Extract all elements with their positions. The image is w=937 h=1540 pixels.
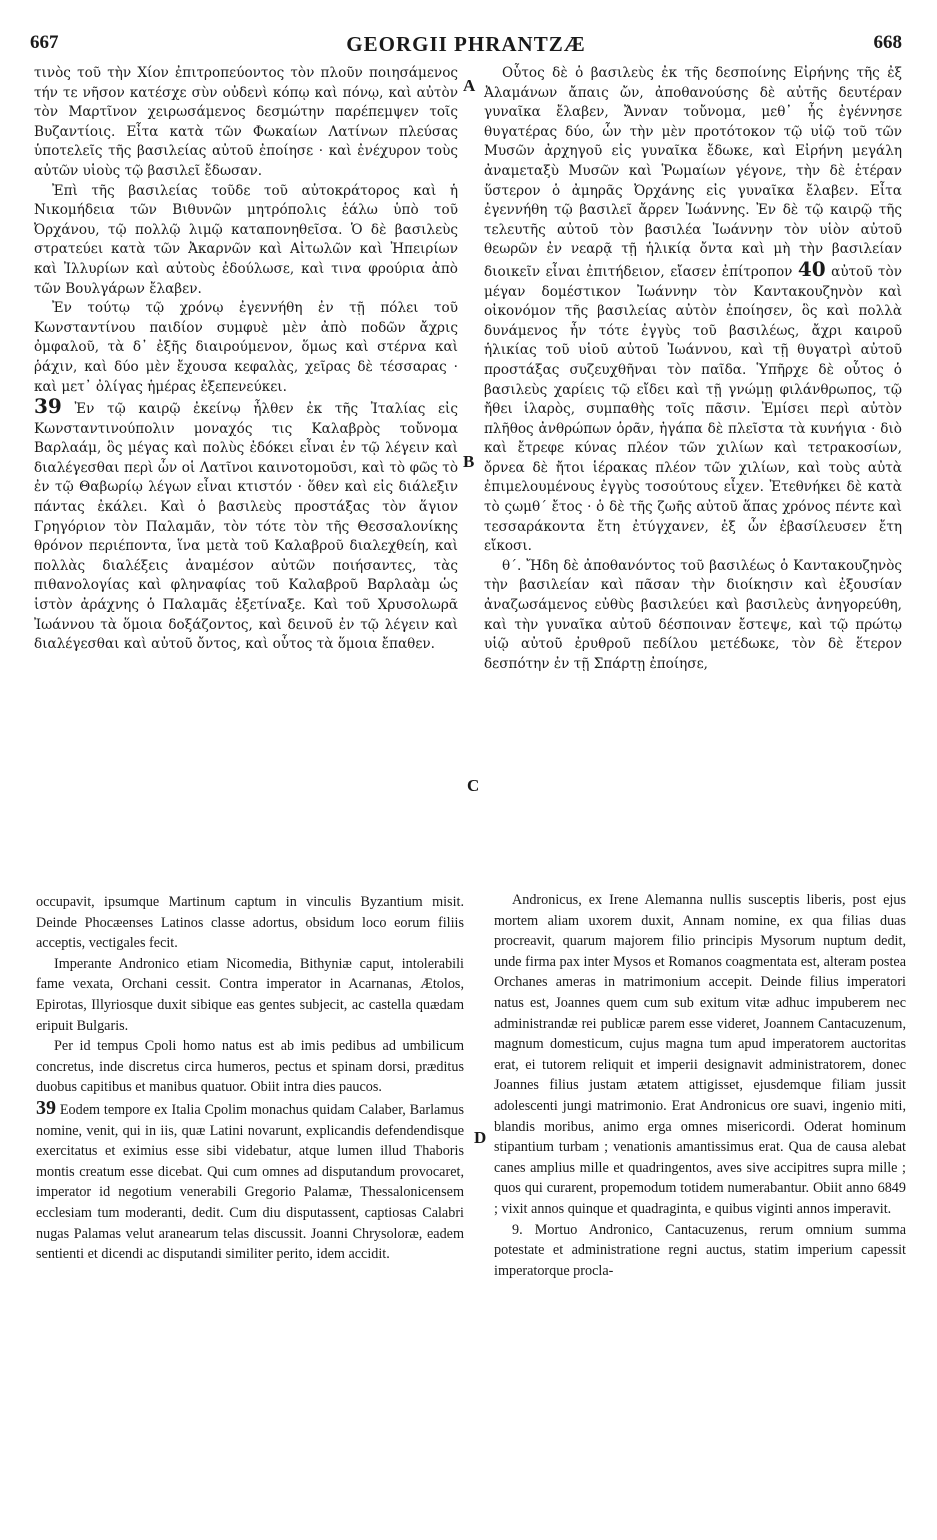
- greek-left-paragraph-4: Ἐν τῷ καιρῷ ἐκείνῳ ἦλθεν ἐκ τῆς Ἰταλίας εἰς Κωνσταντινούπολιν μοναχός τις Καλαβρὸς τοὔνομα Βαρλαάμ, ὃς μέγας καὶ πολὺς ἐδόκει εἶναι ἐν τῷ λέγειν καὶ διαλέγεσθαι περὶ ὧν οἱ Λατῖνοι καινοτομοῦσι, καὶ τὸ φῶς τὸ ἐν τῷ Θαβωρίῳ λέγων εἶναι κτιστόν · ὅθεν καὶ εἰς διάλεξιν πάντας ἐκάλει. Καὶ ὁ βασιλεὺς προστάξας τὸν ἅγιον Γρηγόριον τὸν Παλαμᾶν, τὸν τότε τὸν τῆς Θεσσαλονίκης θρόνον περιέποντα, ἵνα μετὰ τοῦ Καλαβροῦ διαλεχθείη, καὶ πολλὰς διαλέξεις ἀναμέσον αὐτῶν ποιήσαντες, τὰς πιθανολογίας καὶ φληναφίας τοῦ Καλαβροῦ Βαρλαὰμ ὡς ἱστὸν ἀράχνης ὁ Παλαμᾶς ἐξετίναξε. Καὶ τοῦ Χρυσολωρᾶ Ἰωάννου τὰ ὅμοια δοξάζοντος, καὶ δεινοῦ ἐν τῷ λέγειν καὶ διαλέγεσθαι καὶ αὐτοῦ ὄντος, καὶ οὗτος τὰ ὅμοια ἔπαθεν.: [34, 401, 458, 653]
- running-header: [30, 32, 902, 62]
- latin-left-paragraph-1: occupavit, ipsumque Martinum captum in vinculis Byzantium misit. Deinde Phocæenses Latinos classe adortus, obsidum loco eorum filiis acceptis, vectigales fecit.: [36, 894, 464, 952]
- margin-letter-a: A: [463, 76, 476, 95]
- running-title: GEORGII PHRANTZÆ: [346, 32, 586, 56]
- latin-left-paragraph-4: Eodem tempore ex Italia Cpolim monachus quidam Calaber, Barlamus nomine, venit, qui in iis, quæ Latini novarunt, explicandis defendendisque exercitatus et eximius esse sibi videbatur, atque lumen illud Thaboris montis creatum esse dicebat. Qui cum omnes ad disputandum provocaret, imperator id negotium venerabili Gregorio Palamæ, Thessalonicensem ecclesiam tum moderanti, dedit. Cum diu disputassent, captiosas Calabri nugas Palamas velut aranearum telas discussit. Joanni Chrysoloræ, eadem sentienti et dicendi ac disputandi similiter perito, idem accidit.: [36, 1101, 465, 1263]
- section-number-40-greek: 40: [797, 256, 826, 281]
- greek-right-paragraph-1b: αὐτοῦ τὸν μέγαν δομέστικον Ἰωάννην τὸν Καντακουζηνὸν καὶ οἰκονόμον τῆς βασιλείας αὐτὸν ἐποίησεν, ὃς καὶ πολλὰ δυνάμενος ἦν τότε ἐγγὺς τοῦ βασιλέως, ἄχρι καιροῦ ἡλικίας τοῦ υἱοῦ αὐτοῦ Ἰωάννου, καὶ τῇ θυγατρὶ αὐτοῦ προστάξας συζευχθῆναι τὸν παῖδα. Ὑπῆρχε δὲ οὗτος ὁ βασιλεὺς χαρίεις τῷ εἴδει καὶ τῇ γνώμῃ φιλάνθρωπος, τῷ ἤθει ἱλαρὸς, συμπαθὴς τοῖς πᾶσιν. Ἐμίσει περὶ αὐτὸν πλῆθος ἀνθρώπων ὁρᾶν, ἠγάπα δὲ πλεῖστα τὰ κυνήγια · διὸ καὶ ἔτρεφε κύνας πλέον τῶν χιλίων καὶ τετρακοσίων, ὄρνεα δὲ ἤτοι ἱέρακας πλέον τῶν χιλίων, καὶ τοὺς αὐτὰ ἐπιμελουμένους ἐγγὺς τοσούτους εἶχεν. Ἐτεθνήκει δὲ κατὰ τὸ ςωμθ´ ἔτος · ὁ δὲ τῆς ζωῆς αὐτοῦ ἅπας χρόνος πέντε καὶ τεσσαράκοντα ἔτη ἐτύγχανεν, ἐξ ὧν ἐβασίλευσεν ἔτη εἴκοσι.: [484, 263, 902, 555]
- page-number-right: 668: [873, 32, 902, 53]
- latin-right-paragraph-1: Andronicus, ex Irene Alemanna nullis susceptis liberis, post ejus mortem aliam uxorem duxit, Annam nomine, ex qua filias duas procreavit, quarum majorem filio principis Mysorum nuptum dedit, unde firma pax inter Mysos et Romanos coagmentata est, alteram postea Orchanes ameras in matrimonium accepit. Deinde filius imperatori natus est, Joannes quem cum sub exitum vitæ adhuc impuberem nec administrandæ rei publicæ parem esse videret, Joannem Cantacuzenum, magnum domesticum, cujus magna tum apud imperatorem auctoritas erat, ei tutorem reliquit et imperii designavit administratorem, donec Joannes filius justam ætatem attigisset, ejusdemque filiam jussit adolescenti jungi matrimonio. Erat Andronicus ore suavi, ingenio miti, blandis moribus, animo erga omnes misericordi. Oderat hominum stipantium turbam ; venationis amantissimus erat. Qua de causa alebat canes amplius mille et quadringentos, aves sive accipitres supra mille ; quos qui curarent, propemodum totidem numerabantur. Obiit anno 6849 ; vixit annos quinque et quadraginta, e quibus viginti annos imperavit.: [494, 892, 906, 1217]
- greek-right-paragraph-1: Οὗτος δὲ ὁ βασιλεὺς ἐκ τῆς δεσποίνης Εἰρήνης τῆς ἐξ Ἀλαμάνων ἄπαις ὤν, ἀποθανούσης δὲ αὐτῆς δευτέραν γυναῖκα ἔλαβεν, Ἄνναν τοὔνομα, μεθ᾽ ἧς ἐγέννησε θυγατέρας δύο, ὧν τὴν μὲν προτότοκον τῷ υἱῷ τοῦ τῶν Μυσῶν ἀρχηγοῦ εἰς γυναῖκα ἔδωκε, καὶ Εἰρήνη μεγάλη ἀναμεταξὺ Μυσῶν καὶ Ῥωμαίων γέγονε, τὴν δὲ ἑτέραν ὕστερον ὁ ἀμηρᾶς Ὀρχάνης εἰς γυναῖκα ἔλαβεν. Εἶτα ἐγεννήθη τῷ βασιλεῖ ἄρρεν Ἰωάννης. Ἐν δὲ τῷ καιρῷ τῆς τελευτῆς αὐτοῦ τὸν βασιλέα Ἰωάννην τὸν υἱὸν αὐτοῦ θεωρῶν ἐν νεαρᾷ τῇ ἡλικίᾳ ὄντα καὶ μὴ τὴν βασιλείαν διοικεῖν εἶναι ἐπιτήδειον, εἴασεν ἐπίτροπον: [484, 65, 902, 280]
- latin-column-right: [494, 890, 906, 1281]
- section-number-39-latin: 39: [36, 1096, 56, 1119]
- greek-right-paragraph-2: θ´. Ἤδη δὲ ἀποθανόντος τοῦ βασιλέως ὁ Καντακουζηνὸς τὴν βασιλείαν καὶ πᾶσαν τὴν διοίκησιν καὶ ἐξουσίαν ἀναζωσάμενος εὐθὺς βασιλεύει καὶ βασιλεὺς ἀνηγορεύθη, καὶ τὴν γυναῖκα αὐτοῦ δέσποιναν ἔστεψε, καὶ τῷ πρώτῳ υἱῷ αὐτοῦ ἐρυθροῦ πεδίλου μετέδωκε, τὸν δὲ ἕτερον δεσπότην ἐν τῇ Σπάρτῃ ἐποίησε,: [484, 557, 902, 672]
- latin-right-paragraph-2: 9. Mortuo Andronico, Cantacuzenus, rerum omnium summa potestate et administratione regni auctus, statim imperium capessit imperatorque procla-: [494, 1221, 906, 1279]
- margin-letter-b: B: [463, 452, 475, 471]
- latin-column-left: [36, 892, 464, 1265]
- page-number-left: 667: [30, 32, 59, 53]
- greek-column-left: [34, 64, 458, 655]
- greek-left-paragraph-3: Ἐν τούτῳ τῷ χρόνῳ ἐγεννήθη ἐν τῇ πόλει τοῦ Κωνσταντίνου παιδίον συμφυὲ μὲν ἀπὸ ποδῶν ἄχρις ὀμφαλοῦ, τὰ δ᾽ ἐξῆς διαιρούμενον, ὅμως καὶ στέρνα καὶ ῥάχιν, καὶ δύο μὲν ἔχουσα κεφαλὰς, χεῖρας δὲ τέσσαρας · καὶ μετ᾽ ὀλίγας ἡμέρας ἐξεπενεύκει.: [34, 300, 458, 395]
- latin-left-paragraph-2: Imperante Andronico etiam Nicomedia, Bithyniæ caput, intolerabili fame vexata, Orchani cessit. Contra imperator in Acarnanas, Ætolos, Epirotas, Illyriosque duxit sibique eas gentes subjecit, ac castella quædam eripuit Bulgaris.: [36, 955, 464, 1034]
- greek-left-paragraph-1: τινὸς τοῦ τὴν Χίον ἐπιτροπεύοντος τὸν πλοῦν ποιησάμενος τήν τε νῆσον κατέσχε σὺν οὐδενὶ κόπῳ καὶ πόνῳ, καὶ αὐτὸν τὸν Μαρτῖνον χειρωσάμενος δεσμώτην παρέπεμψεν τοῖς Βυζαντίοις. Εἶτα κατὰ τῶν Φωκαίων Λατίνων πλεύσας ὑποτελεῖς τῆς βασιλείας αὐτοῦ ἐποίησε · καὶ ἐνέχυρον τοὺς αὐτῶν υἱοὺς τῷ βασιλεῖ ἔδωσαν.: [34, 65, 458, 179]
- section-number-39-greek: 39: [34, 394, 62, 419]
- margin-letter-d: D: [474, 1128, 487, 1147]
- greek-left-paragraph-2: Ἐπὶ τῆς βασιλείας τοῦδε τοῦ αὐτοκράτορος καὶ ἡ Νικομήδεια τῶν Βιθυνῶν μητρόπολις ἑάλω ὑπὸ τοῦ Ὀρχάνου, τῷ πολλῷ λιμῷ καταπονηθεῖσα. Ὁ δὲ βασιλεὺς στρατεύει κατὰ τῶν Ἀκαρνῶν καὶ Αἰτωλῶν καὶ Ἠπειρίων καὶ Ἰλλυρίων καὶ αὐτοὺς ἐδούλωσε, καὶ τινα φρούρια ἀπὸ τῶν Βουλγάρων ἔλαβεν.: [34, 182, 458, 297]
- margin-letter-c: C: [467, 776, 480, 795]
- latin-left-paragraph-3: Per id tempus Cpoli homo natus est ab imis pedibus ad umbilicum concretus, inde discretus circa humeros, pectus et spinam dorsi, præditus duobus capitibus et manibus quatuor. Obiit intra dies paucos.: [36, 1038, 464, 1096]
- greek-column-right: [484, 64, 902, 674]
